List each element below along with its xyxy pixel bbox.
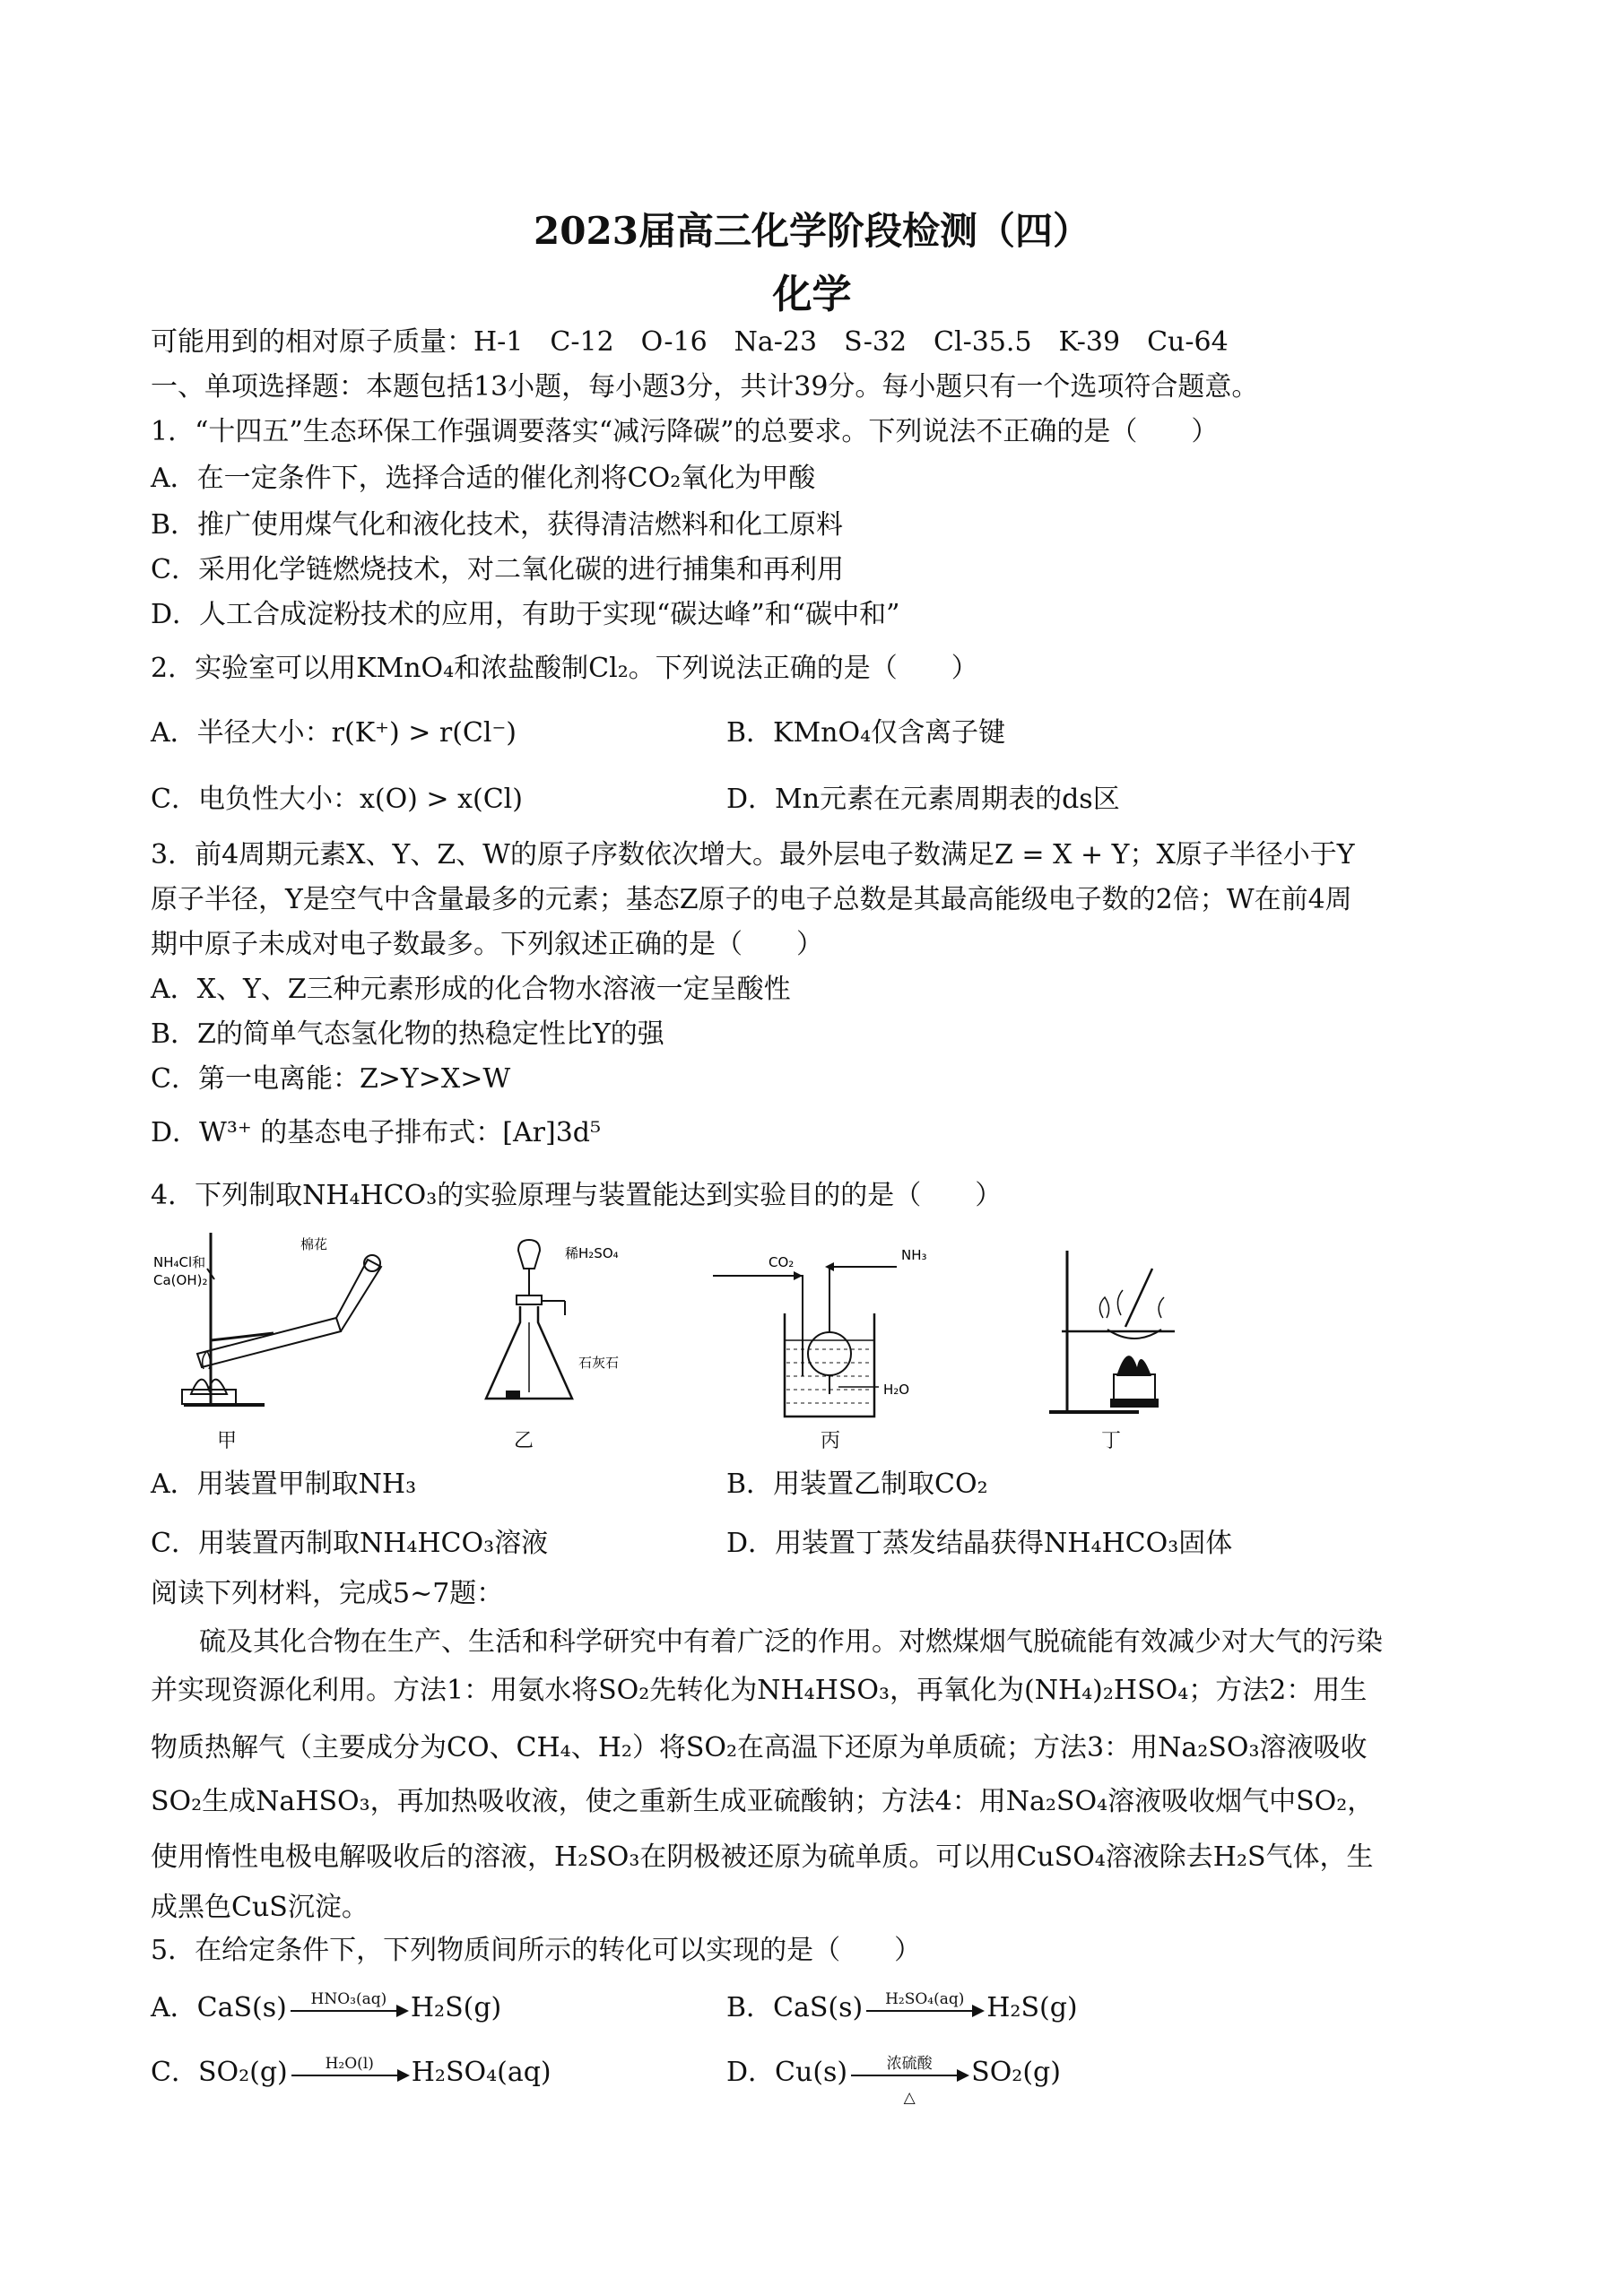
q5-b-reactant: B．CaS(s)	[726, 1992, 864, 2023]
q5-d-condition: 浓硫酸	[886, 2055, 933, 2073]
label-co2: CO₂	[769, 1254, 795, 1270]
q5-b-product: H₂S(g)	[986, 1992, 1078, 2023]
q5-a-product: H₂S(g)	[410, 1992, 502, 2023]
reading-line-3: 物质热解气（主要成分为CO、CH₄、H₂）将SO₂在高温下还原为单质硫；方法3：用Na₂SO₃溶液吸收	[151, 1732, 1368, 1763]
q2-option-a: A．半径大小：r(K⁺) > r(Cl⁻)	[151, 717, 517, 749]
q3-stem-2: 原子半径，Y是空气中含量最多的元素；基态Z原子的电子总数是其最高能级电子数的2倍；W在前4周	[151, 884, 1352, 915]
q5-stem: 5．在给定条件下，下列物质间所示的转化可以实现的是（ ）	[151, 1935, 922, 1966]
q1-option-b: B．推广使用煤气化和液化技术，获得清洁燃料和化工原料	[151, 509, 844, 541]
reading-line-1: 硫及其化合物在生产、生活和科学研究中有着广泛的作用。对燃煤烟气脱硫能有效减少对大气的污染	[199, 1626, 1383, 1658]
q3-option-c: C．第一电离能：Z>Y>X>W	[151, 1063, 511, 1095]
label-nh3: NH₃	[901, 1247, 927, 1263]
q2-option-b: B．KMnO₄仅含离子键	[726, 717, 1006, 749]
reading-line-5: 使用惰性电极电解吸收后的溶液，H₂SO₃在阴极被还原为硫单质。可以用CuSO₄溶液除去H₂S气体，生	[151, 1841, 1374, 1873]
apparatus-yi-figure	[475, 1233, 673, 1412]
q5-d-product: SO₂(g)	[971, 2057, 1061, 2088]
q2-option-d: D．Mn元素在元素周期表的ds区	[726, 784, 1120, 815]
q5-c-reactant: C．SO₂(g)	[151, 2057, 288, 2088]
q5-c-product: H₂SO₄(aq)	[411, 2057, 551, 2088]
q5-c-condition: H₂O(l)	[325, 2055, 374, 2073]
q4-option-a: A．用装置甲制取NH₃	[151, 1469, 417, 1500]
q4-option-c: C．用装置丙制取NH₄HCO₃溶液	[151, 1528, 549, 1559]
q5-option-b	[726, 1990, 1078, 2026]
q4-option-d: D．用装置丁蒸发结晶获得NH₄HCO₃固体	[726, 1528, 1233, 1559]
q3-option-b: B．Z的简单气态氢化物的热稳定性比Y的强	[151, 1018, 664, 1050]
q3-option-d: D．W³⁺ 的基态电子排布式：[Ar]3d⁵	[151, 1117, 602, 1148]
label-shihuishi: 石灰石	[578, 1355, 620, 1371]
reaction-arrow	[866, 1990, 983, 2023]
label-nh4cl: NH₄Cl和	[153, 1254, 206, 1270]
q5-option-d	[726, 2055, 1061, 2107]
label-bing: 丙	[821, 1430, 841, 1452]
q5-a-condition: HNO₃(aq)	[310, 1990, 387, 2008]
q5-option-a	[151, 1990, 501, 2026]
q1-stem: 1．“十四五”生态环保工作强调要落实“减污降碳”的总要求。下列说法不正确的是（ ）	[151, 416, 1219, 447]
q1-option-c: C．采用化学链燃烧技术，对二氧化碳的进行捕集和再利用	[151, 554, 844, 585]
apparatus-bing-figure	[713, 1233, 982, 1421]
apparatus-jia-figure	[148, 1233, 417, 1412]
reaction-arrow	[291, 2055, 408, 2087]
section-heading: 一、单项选择题：本题包括13小题，每小题3分，共计39分。每小题只有一个选项符合题意。	[151, 371, 1259, 403]
apparatus-ding-figure	[1040, 1233, 1193, 1421]
label-xih2so4: 稀H₂SO₄	[565, 1245, 619, 1261]
q3-stem-1: 3．前4周期元素X、Y、Z、W的原子序数依次增大。最外层电子数满足Z = X + Y；X原子半径小于Y	[151, 839, 1355, 871]
exam-title: 2023届高三化学阶段检测（四）	[534, 209, 1090, 253]
q4-stem: 4．下列制取NH₄HCO₃的实验原理与装置能达到实验目的的是（ ）	[151, 1180, 1003, 1211]
q5-option-c	[151, 2055, 551, 2091]
reaction-arrow	[851, 2055, 968, 2107]
label-mianhua: 棉花	[300, 1236, 328, 1252]
reading-line-6: 成黑色CuS沉淀。	[151, 1892, 369, 1923]
label-h2o: H₂O	[883, 1382, 910, 1398]
q1-option-d: D．人工合成淀粉技术的应用，有助于实现“碳达峰”和“碳中和”	[151, 599, 900, 630]
reading-line-2: 并实现资源化利用。方法1：用氨水将SO₂先转化为NH₄HSO₃，再氧化为(NH₄)₂HSO₄；方法2：用生	[151, 1675, 1368, 1706]
label-yi: 乙	[514, 1430, 534, 1452]
reaction-arrow	[291, 1990, 407, 2023]
reading-intro: 阅读下列材料，完成5~7题：	[151, 1578, 504, 1609]
q5-b-condition: H₂SO₄(aq)	[885, 1990, 965, 2008]
subject-title: 化学	[772, 272, 852, 317]
q5-d-reactant: D．Cu(s)	[726, 2057, 848, 2088]
q2-option-c: C．电负性大小：x(O) > x(Cl)	[151, 784, 523, 815]
label-jia: 甲	[217, 1430, 238, 1452]
atomic-masses: 可能用到的相对原子质量：H-1 C-12 O-16 Na-23 S-32 Cl-35.5 K-39 Cu-64	[151, 326, 1229, 358]
q1-option-a: A．在一定条件下，选择合适的催化剂将CO₂氧化为甲酸	[151, 463, 816, 494]
q2-stem: 2．实验室可以用KMnO₄和浓盐酸制Cl₂。下列说法正确的是（ ）	[151, 653, 978, 684]
label-ding: 丁	[1101, 1430, 1122, 1452]
q5-d-heat: △	[903, 2089, 916, 2107]
q3-option-a: A．X、Y、Z三种元素形成的化合物水溶液一定呈酸性	[151, 974, 791, 1005]
q4-option-b: B．用装置乙制取CO₂	[726, 1469, 988, 1500]
reading-line-4: SO₂生成NaHSO₃，再加热吸收液，使之重新生成亚硫酸钠；方法4：用Na₂SO₄溶液吸收烟气中SO₂，	[151, 1786, 1375, 1817]
label-caoh2: Ca(OH)₂	[153, 1272, 208, 1288]
q3-stem-3: 期中原子未成对电子数最多。下列叙述正确的是（ ）	[151, 929, 823, 960]
q5-a-reactant: A．CaS(s)	[151, 1992, 287, 2023]
